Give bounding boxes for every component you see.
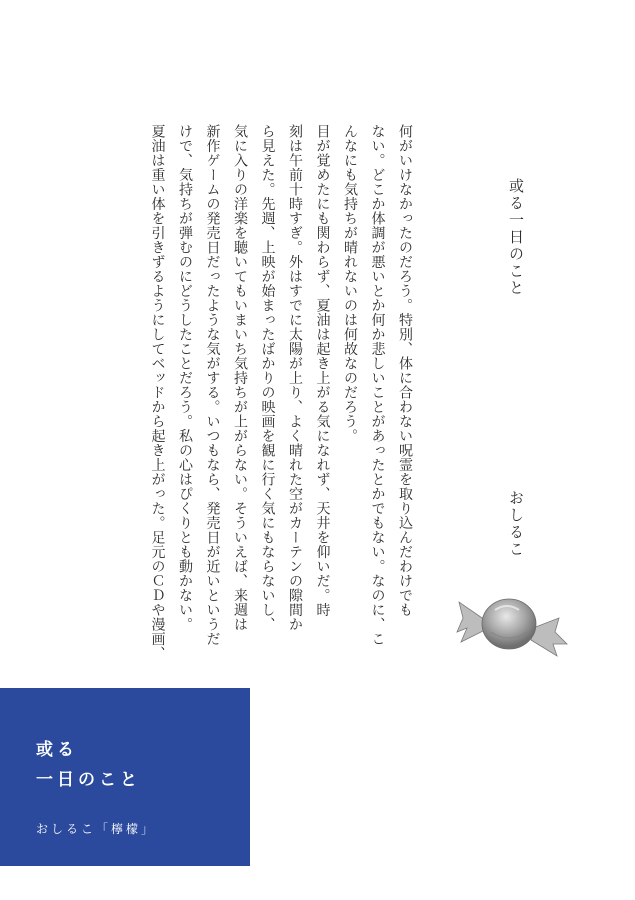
body-text (96, 124, 418, 664)
story-author: おしるこ (507, 490, 525, 558)
body-line: 目が覚めたにも関わらず、夏油は起き上がる気になれず、天井を仰いだ。時 (314, 124, 331, 617)
body-line: けで、気持ちが弾むのにどうしたことだろう。私の心はぴくりとも動かない。 (177, 124, 193, 632)
body-line: ら見えた。先週、上映が始まったばかりの映画を観に行く気にもならないし、 (259, 124, 276, 632)
body-line: 新作ゲームの発売日だったような気がする。いつもなら、発売日が近いというだ (204, 124, 221, 646)
body-line: 夏油は重い体を引きずるようにしてベッドから起き上がった。足元のＣＤや漫画、 (149, 124, 166, 661)
cover-panel (0, 688, 250, 866)
body-line: んなにも気持ちが晴れないのは何故なのだろう。 (342, 124, 358, 443)
wrapped-candy-icon (455, 588, 570, 658)
cover-author: おしるこ「檸檬」 (36, 822, 157, 836)
body-line: 刻は午前十時すぎ。外はすでに太陽が上り、よく晴れた空がカーテンの隙間か (287, 124, 303, 632)
body-line: 気に入りの洋楽を聴いてもいまいち気持ちが上がらない。そういえば、来週は (232, 124, 248, 632)
body-line: ない。どこか体調が悪いとか何か悲しいことがあったとかでもない。なのに、こ (369, 124, 386, 646)
cover-title-line1: 或る (36, 740, 78, 760)
body-line: 何がいけなかったのだろう。特別、体に合わない呪霊を取り込んだわけでも (397, 124, 413, 617)
story-title: 或る一日のこと (507, 178, 525, 297)
cover-title-line2: 一日のこと (36, 770, 141, 790)
